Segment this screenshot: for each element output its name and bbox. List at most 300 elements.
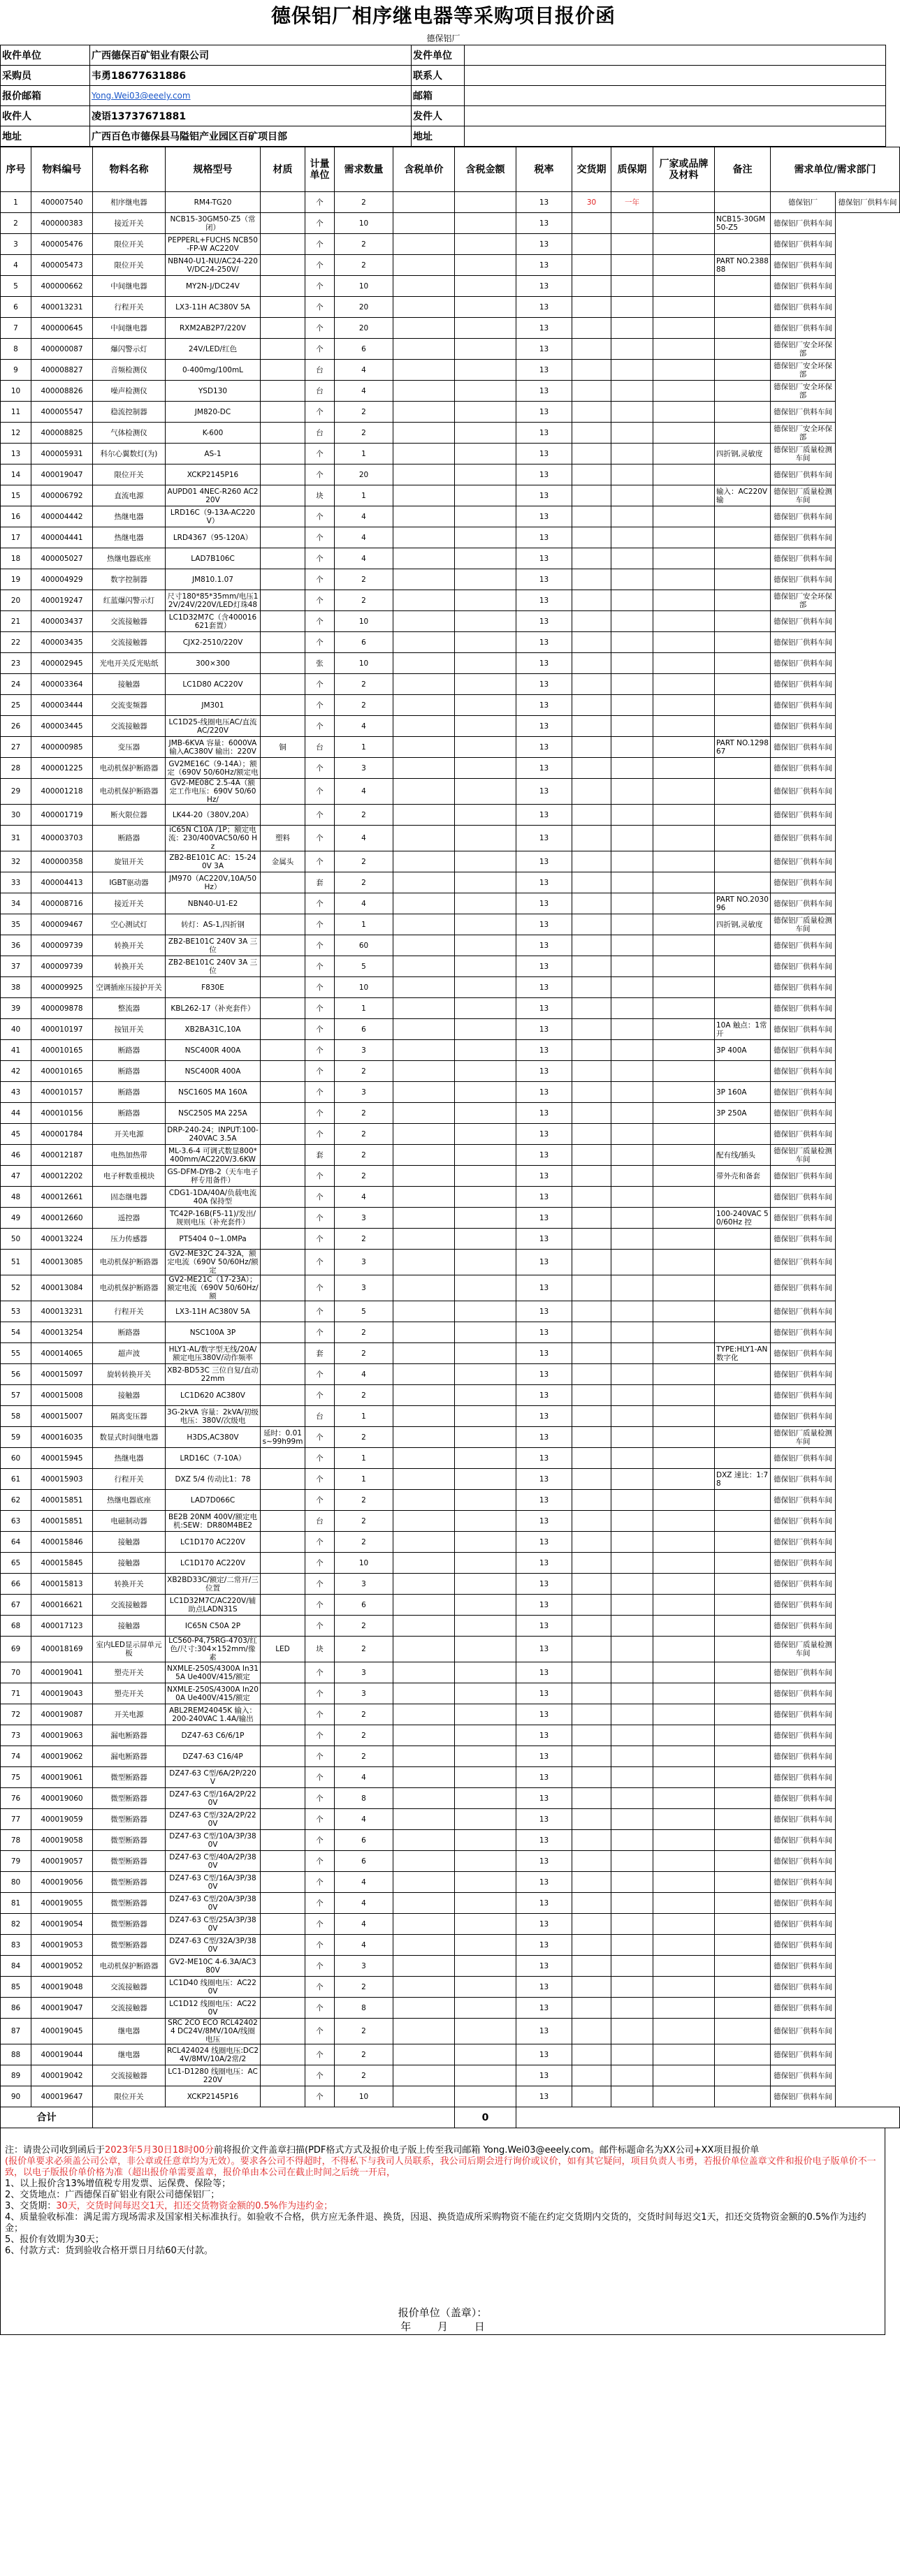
info-input[interactable] bbox=[465, 45, 886, 66]
brand-input[interactable] bbox=[653, 255, 715, 276]
unit-price-input[interactable] bbox=[393, 1511, 455, 1532]
brand-input[interactable] bbox=[653, 1208, 715, 1229]
unit: 个 bbox=[305, 716, 335, 737]
info-input[interactable] bbox=[465, 126, 886, 147]
amount-input[interactable] bbox=[455, 1469, 516, 1490]
unit-price-input[interactable] bbox=[393, 2019, 455, 2044]
brand-input[interactable] bbox=[653, 234, 715, 255]
amount-input[interactable] bbox=[455, 914, 516, 935]
brand-input[interactable] bbox=[653, 872, 715, 893]
amount-input[interactable] bbox=[455, 1616, 516, 1637]
info-input[interactable] bbox=[465, 86, 886, 106]
unit-price-input[interactable] bbox=[393, 464, 455, 485]
amount-input[interactable] bbox=[455, 1040, 516, 1061]
unit-price-input[interactable] bbox=[393, 1637, 455, 1662]
unit-price-input[interactable] bbox=[393, 1187, 455, 1208]
brand-input[interactable] bbox=[653, 716, 715, 737]
brand-input[interactable] bbox=[653, 381, 715, 402]
amount-input[interactable] bbox=[455, 255, 516, 276]
unit-price-input[interactable] bbox=[393, 213, 455, 234]
brand-input[interactable] bbox=[653, 590, 715, 611]
brand-input[interactable] bbox=[653, 805, 715, 826]
amount-input[interactable] bbox=[455, 737, 516, 758]
amount-input[interactable] bbox=[455, 1872, 516, 1893]
amount-input[interactable] bbox=[455, 1746, 516, 1767]
brand-input[interactable] bbox=[653, 826, 715, 851]
brand-input[interactable] bbox=[653, 737, 715, 758]
unit-price-input[interactable] bbox=[393, 653, 455, 674]
info-input[interactable] bbox=[465, 106, 886, 126]
amount-input[interactable] bbox=[455, 779, 516, 805]
brand-input[interactable] bbox=[653, 2065, 715, 2086]
brand-input[interactable] bbox=[653, 1574, 715, 1595]
amount-input[interactable] bbox=[455, 381, 516, 402]
unit-price-input[interactable] bbox=[393, 1019, 455, 1040]
amount-input[interactable] bbox=[455, 1511, 516, 1532]
brand-input[interactable] bbox=[653, 1469, 715, 1490]
brand-input[interactable] bbox=[653, 1166, 715, 1187]
total-value[interactable]: 0 bbox=[455, 2107, 516, 2128]
amount-input[interactable] bbox=[455, 339, 516, 360]
unit-price-input[interactable] bbox=[393, 1595, 455, 1616]
delivery-period bbox=[572, 1746, 611, 1767]
amount-input[interactable] bbox=[455, 851, 516, 872]
amount-input[interactable] bbox=[455, 1145, 516, 1166]
amount-input[interactable] bbox=[455, 527, 516, 548]
amount-input[interactable] bbox=[455, 2086, 516, 2107]
unit-price-input[interactable] bbox=[393, 1250, 455, 1275]
amount-input[interactable] bbox=[455, 1725, 516, 1746]
unit-price-input[interactable] bbox=[393, 1385, 455, 1406]
brand-input[interactable] bbox=[653, 1061, 715, 1082]
unit-price-input[interactable] bbox=[393, 758, 455, 779]
amount-input[interactable] bbox=[455, 1082, 516, 1103]
amount-input[interactable] bbox=[455, 611, 516, 632]
brand-input[interactable] bbox=[653, 569, 715, 590]
amount-input[interactable] bbox=[455, 893, 516, 914]
amount-input[interactable] bbox=[455, 1683, 516, 1704]
brand-input[interactable] bbox=[653, 632, 715, 653]
brand-input[interactable] bbox=[653, 914, 715, 935]
unit-price-input[interactable] bbox=[393, 1103, 455, 1124]
amount-input[interactable] bbox=[455, 1343, 516, 1364]
unit-price-input[interactable] bbox=[393, 851, 455, 872]
unit-price-input[interactable] bbox=[393, 1725, 455, 1746]
brand-input[interactable] bbox=[653, 851, 715, 872]
brand-input[interactable] bbox=[653, 2019, 715, 2044]
brand-input[interactable] bbox=[653, 1704, 715, 1725]
unit: 个 bbox=[305, 464, 335, 485]
amount-input[interactable] bbox=[455, 444, 516, 464]
brand-input[interactable] bbox=[653, 611, 715, 632]
brand-input[interactable] bbox=[653, 1301, 715, 1322]
brand-input[interactable] bbox=[653, 1914, 715, 1935]
brand-input[interactable] bbox=[653, 893, 715, 914]
unit-price-input[interactable] bbox=[393, 872, 455, 893]
amount-input[interactable] bbox=[455, 1208, 516, 1229]
unit-price-input[interactable] bbox=[393, 1914, 455, 1935]
unit-price-input[interactable] bbox=[393, 935, 455, 956]
unit-price-input[interactable] bbox=[393, 1082, 455, 1103]
quantity: 2 bbox=[335, 1704, 393, 1725]
brand-input[interactable] bbox=[653, 1103, 715, 1124]
amount-input[interactable] bbox=[455, 1809, 516, 1830]
brand-input[interactable] bbox=[653, 1082, 715, 1103]
unit: 台 bbox=[305, 360, 335, 381]
amount-input[interactable] bbox=[455, 653, 516, 674]
brand-input[interactable] bbox=[653, 192, 715, 213]
unit-price-input[interactable] bbox=[393, 1746, 455, 1767]
unit-price-input[interactable] bbox=[393, 402, 455, 423]
brand-input[interactable] bbox=[653, 1767, 715, 1788]
brand-input[interactable] bbox=[653, 339, 715, 360]
brand-input[interactable] bbox=[653, 527, 715, 548]
unit-price-input[interactable] bbox=[393, 1364, 455, 1385]
unit-price-input[interactable] bbox=[393, 1830, 455, 1851]
unit-price-input[interactable] bbox=[393, 444, 455, 464]
unit-price-input[interactable] bbox=[393, 956, 455, 977]
unit-price-input[interactable] bbox=[393, 1124, 455, 1145]
amount-input[interactable] bbox=[455, 485, 516, 506]
unit-price-input[interactable] bbox=[393, 1275, 455, 1301]
brand-input[interactable] bbox=[653, 1229, 715, 1250]
unit-price-input[interactable] bbox=[393, 1208, 455, 1229]
brand-input[interactable] bbox=[653, 1595, 715, 1616]
brand-input[interactable] bbox=[653, 1998, 715, 2019]
brand-input[interactable] bbox=[653, 213, 715, 234]
amount-input[interactable] bbox=[455, 935, 516, 956]
brand-input[interactable] bbox=[653, 444, 715, 464]
unit-price-input[interactable] bbox=[393, 695, 455, 716]
quantity: 4 bbox=[335, 548, 393, 569]
amount-input[interactable] bbox=[455, 872, 516, 893]
brand-input[interactable] bbox=[653, 1040, 715, 1061]
brand-input[interactable] bbox=[653, 1956, 715, 1977]
amount-input[interactable] bbox=[455, 826, 516, 851]
brand-input[interactable] bbox=[653, 1145, 715, 1166]
amount-input[interactable] bbox=[455, 590, 516, 611]
amount-input[interactable] bbox=[455, 1935, 516, 1956]
unit-price-input[interactable] bbox=[393, 1301, 455, 1322]
unit-price-input[interactable] bbox=[393, 2065, 455, 2086]
unit-price-input[interactable] bbox=[393, 1145, 455, 1166]
brand-input[interactable] bbox=[653, 1406, 715, 1427]
brand-input[interactable] bbox=[653, 1427, 715, 1448]
brand-input[interactable] bbox=[653, 758, 715, 779]
brand-input[interactable] bbox=[653, 1322, 715, 1343]
amount-input[interactable] bbox=[455, 1166, 516, 1187]
amount-input[interactable] bbox=[455, 506, 516, 527]
amount-input[interactable] bbox=[455, 956, 516, 977]
demand-unit: 德保铝厂供料车间 bbox=[771, 1893, 836, 1914]
amount-input[interactable] bbox=[455, 1977, 516, 1998]
unit-price-input[interactable] bbox=[393, 1469, 455, 1490]
amount-input[interactable] bbox=[455, 1364, 516, 1385]
amount-input[interactable] bbox=[455, 1637, 516, 1662]
remark: 3P 250A bbox=[715, 1103, 771, 1124]
brand-input[interactable] bbox=[653, 1851, 715, 1872]
unit: 个 bbox=[305, 569, 335, 590]
amount-input[interactable] bbox=[455, 234, 516, 255]
amount-input[interactable] bbox=[455, 569, 516, 590]
brand-input[interactable] bbox=[653, 297, 715, 318]
unit-price-input[interactable] bbox=[393, 1532, 455, 1553]
amount-input[interactable] bbox=[455, 1448, 516, 1469]
amount-input[interactable] bbox=[455, 548, 516, 569]
unit-price-input[interactable] bbox=[393, 1893, 455, 1914]
amount-input[interactable] bbox=[455, 632, 516, 653]
brand-input[interactable] bbox=[653, 485, 715, 506]
unit-price-input[interactable] bbox=[393, 1809, 455, 1830]
unit-price-input[interactable] bbox=[393, 674, 455, 695]
unit-price-input[interactable] bbox=[393, 779, 455, 805]
amount-input[interactable] bbox=[455, 318, 516, 339]
brand-input[interactable] bbox=[653, 1343, 715, 1364]
amount-input[interactable] bbox=[455, 360, 516, 381]
unit-price-input[interactable] bbox=[393, 339, 455, 360]
amount-input[interactable] bbox=[455, 1275, 516, 1301]
brand-input[interactable] bbox=[653, 1830, 715, 1851]
row-index: 86 bbox=[1, 1998, 31, 2019]
unit-price-input[interactable] bbox=[393, 1166, 455, 1187]
brand-input[interactable] bbox=[653, 1662, 715, 1683]
unit-price-input[interactable] bbox=[393, 1343, 455, 1364]
email-link[interactable]: Yong.Wei03@eeely.com bbox=[90, 86, 412, 106]
brand-input[interactable] bbox=[653, 1250, 715, 1275]
brand-input[interactable] bbox=[653, 1809, 715, 1830]
material-name: 断路器 bbox=[93, 1040, 166, 1061]
unit-price-input[interactable] bbox=[393, 1322, 455, 1343]
amount-input[interactable] bbox=[455, 716, 516, 737]
amount-input[interactable] bbox=[455, 1103, 516, 1124]
unit-price-input[interactable] bbox=[393, 1788, 455, 1809]
unit-price-input[interactable] bbox=[393, 611, 455, 632]
brand-input[interactable] bbox=[653, 318, 715, 339]
unit-price-input[interactable] bbox=[393, 192, 455, 213]
amount-input[interactable] bbox=[455, 423, 516, 444]
brand-input[interactable] bbox=[653, 779, 715, 805]
unit-price-input[interactable] bbox=[393, 737, 455, 758]
material-code: 400019059 bbox=[31, 1809, 93, 1830]
brand-input[interactable] bbox=[653, 360, 715, 381]
unit-price-input[interactable] bbox=[393, 590, 455, 611]
amount-input[interactable] bbox=[455, 1532, 516, 1553]
unit-price-input[interactable] bbox=[393, 1427, 455, 1448]
amount-input[interactable] bbox=[455, 2044, 516, 2065]
brand-input[interactable] bbox=[653, 653, 715, 674]
info-input[interactable] bbox=[465, 66, 886, 86]
amount-input[interactable] bbox=[455, 464, 516, 485]
amount-input[interactable] bbox=[455, 1914, 516, 1935]
brand-input[interactable] bbox=[653, 1187, 715, 1208]
brand-input[interactable] bbox=[653, 1935, 715, 1956]
brand-input[interactable] bbox=[653, 1511, 715, 1532]
unit-price-input[interactable] bbox=[393, 1767, 455, 1788]
unit-price-input[interactable] bbox=[393, 2044, 455, 2065]
unit-price-input[interactable] bbox=[393, 914, 455, 935]
remark: 输入：AC220V 输 bbox=[715, 485, 771, 506]
amount-input[interactable] bbox=[455, 998, 516, 1019]
amount-input[interactable] bbox=[455, 1704, 516, 1725]
material-code: 400013224 bbox=[31, 1229, 93, 1250]
demand-unit: 德保铝厂供料车间 bbox=[771, 1977, 836, 1998]
unit-price-input[interactable] bbox=[393, 276, 455, 297]
unit-price-input[interactable] bbox=[393, 527, 455, 548]
brand-input[interactable] bbox=[653, 506, 715, 527]
unit-price-input[interactable] bbox=[393, 1704, 455, 1725]
amount-input[interactable] bbox=[455, 674, 516, 695]
brand-input[interactable] bbox=[653, 1637, 715, 1662]
unit-price-input[interactable] bbox=[393, 826, 455, 851]
brand-input[interactable] bbox=[653, 998, 715, 1019]
amount-input[interactable] bbox=[455, 1385, 516, 1406]
amount-input[interactable] bbox=[455, 1662, 516, 1683]
unit-price-input[interactable] bbox=[393, 716, 455, 737]
unit-price-input[interactable] bbox=[393, 977, 455, 998]
material bbox=[261, 805, 305, 826]
unit-price-input[interactable] bbox=[393, 423, 455, 444]
amount-input[interactable] bbox=[455, 297, 516, 318]
unit-price-input[interactable] bbox=[393, 1574, 455, 1595]
unit-price-input[interactable] bbox=[393, 1935, 455, 1956]
brand-input[interactable] bbox=[653, 935, 715, 956]
spec-model: BE2B 20NM 400V/额定电机:SEW：DR80M4BE2 bbox=[166, 1511, 261, 1532]
brand-input[interactable] bbox=[653, 1683, 715, 1704]
unit-price-input[interactable] bbox=[393, 1553, 455, 1574]
brand-input[interactable] bbox=[653, 1788, 715, 1809]
amount-input[interactable] bbox=[455, 1595, 516, 1616]
unit-price-input[interactable] bbox=[393, 1683, 455, 1704]
unit-price-input[interactable] bbox=[393, 234, 455, 255]
brand-input[interactable] bbox=[653, 1725, 715, 1746]
amount-input[interactable] bbox=[455, 977, 516, 998]
unit-price-input[interactable] bbox=[393, 255, 455, 276]
amount-input[interactable] bbox=[455, 1893, 516, 1914]
brand-input[interactable] bbox=[653, 1616, 715, 1637]
amount-input[interactable] bbox=[455, 402, 516, 423]
amount-input[interactable] bbox=[455, 1187, 516, 1208]
brand-input[interactable] bbox=[653, 695, 715, 716]
unit-price-input[interactable] bbox=[393, 893, 455, 914]
unit-price-input[interactable] bbox=[393, 1956, 455, 1977]
unit-price-input[interactable] bbox=[393, 548, 455, 569]
amount-input[interactable] bbox=[455, 1574, 516, 1595]
amount-input[interactable] bbox=[455, 1830, 516, 1851]
amount-input[interactable] bbox=[455, 695, 516, 716]
amount-input[interactable] bbox=[455, 1956, 516, 1977]
amount-input[interactable] bbox=[455, 1406, 516, 1427]
amount-input[interactable] bbox=[455, 805, 516, 826]
unit-price-input[interactable] bbox=[393, 381, 455, 402]
material-name: 接近开关 bbox=[93, 213, 166, 234]
unit-price-input[interactable] bbox=[393, 1977, 455, 1998]
brand-input[interactable] bbox=[653, 1448, 715, 1469]
brand-input[interactable] bbox=[653, 1124, 715, 1145]
unit-price-input[interactable] bbox=[393, 569, 455, 590]
unit-price-input[interactable] bbox=[393, 1662, 455, 1683]
brand-input[interactable] bbox=[653, 423, 715, 444]
brand-input[interactable] bbox=[653, 1532, 715, 1553]
unit-price-input[interactable] bbox=[393, 1061, 455, 1082]
unit-price-input[interactable] bbox=[393, 1448, 455, 1469]
brand-input[interactable] bbox=[653, 1364, 715, 1385]
brand-input[interactable] bbox=[653, 1490, 715, 1511]
amount-input[interactable] bbox=[455, 1019, 516, 1040]
brand-input[interactable] bbox=[653, 977, 715, 998]
brand-input[interactable] bbox=[653, 548, 715, 569]
amount-input[interactable] bbox=[455, 1229, 516, 1250]
amount-input[interactable] bbox=[455, 2065, 516, 2086]
tax-rate: 13 bbox=[516, 1511, 572, 1532]
brand-input[interactable] bbox=[653, 674, 715, 695]
tax-rate: 13 bbox=[516, 737, 572, 758]
brand-input[interactable] bbox=[653, 402, 715, 423]
amount-input[interactable] bbox=[455, 1553, 516, 1574]
amount-input[interactable] bbox=[455, 2019, 516, 2044]
brand-input[interactable] bbox=[653, 2086, 715, 2107]
amount-input[interactable] bbox=[455, 192, 516, 213]
unit-price-input[interactable] bbox=[393, 1851, 455, 1872]
brand-input[interactable] bbox=[653, 956, 715, 977]
amount-input[interactable] bbox=[455, 1322, 516, 1343]
unit-price-input[interactable] bbox=[393, 805, 455, 826]
unit-price-input[interactable] bbox=[393, 485, 455, 506]
unit-price-input[interactable] bbox=[393, 1490, 455, 1511]
brand-input[interactable] bbox=[653, 1872, 715, 1893]
unit-price-input[interactable] bbox=[393, 297, 455, 318]
amount-input[interactable] bbox=[455, 276, 516, 297]
brand-input[interactable] bbox=[653, 1746, 715, 1767]
amount-input[interactable] bbox=[455, 1788, 516, 1809]
amount-input[interactable] bbox=[455, 1250, 516, 1275]
amount-input[interactable] bbox=[455, 1124, 516, 1145]
unit-price-input[interactable] bbox=[393, 318, 455, 339]
unit-price-input[interactable] bbox=[393, 1616, 455, 1637]
unit-price-input[interactable] bbox=[393, 632, 455, 653]
unit-price-input[interactable] bbox=[393, 1872, 455, 1893]
amount-input[interactable] bbox=[455, 1851, 516, 1872]
brand-input[interactable] bbox=[653, 276, 715, 297]
amount-input[interactable] bbox=[455, 1998, 516, 2019]
amount-input[interactable] bbox=[455, 1427, 516, 1448]
brand-input[interactable] bbox=[653, 2044, 715, 2065]
brand-input[interactable] bbox=[653, 464, 715, 485]
unit-price-input[interactable] bbox=[393, 2086, 455, 2107]
unit-price-input[interactable] bbox=[393, 1229, 455, 1250]
brand-input[interactable] bbox=[653, 1275, 715, 1301]
amount-input[interactable] bbox=[455, 1301, 516, 1322]
amount-input[interactable] bbox=[455, 758, 516, 779]
unit-price-input[interactable] bbox=[393, 998, 455, 1019]
brand-input[interactable] bbox=[653, 1893, 715, 1914]
brand-input[interactable] bbox=[653, 1553, 715, 1574]
amount-input[interactable] bbox=[455, 213, 516, 234]
unit-price-input[interactable] bbox=[393, 1406, 455, 1427]
unit-price-input[interactable] bbox=[393, 1998, 455, 2019]
amount-input[interactable] bbox=[455, 1767, 516, 1788]
amount-input[interactable] bbox=[455, 1490, 516, 1511]
warranty bbox=[611, 1448, 653, 1469]
amount-input[interactable] bbox=[455, 1061, 516, 1082]
brand-input[interactable] bbox=[653, 1385, 715, 1406]
unit-price-input[interactable] bbox=[393, 1040, 455, 1061]
row-index: 41 bbox=[1, 1040, 31, 1061]
unit-price-input[interactable] bbox=[393, 360, 455, 381]
table-row bbox=[1, 1914, 900, 1935]
brand-input[interactable] bbox=[653, 1019, 715, 1040]
unit-price-input[interactable] bbox=[393, 506, 455, 527]
brand-input[interactable] bbox=[653, 1977, 715, 1998]
